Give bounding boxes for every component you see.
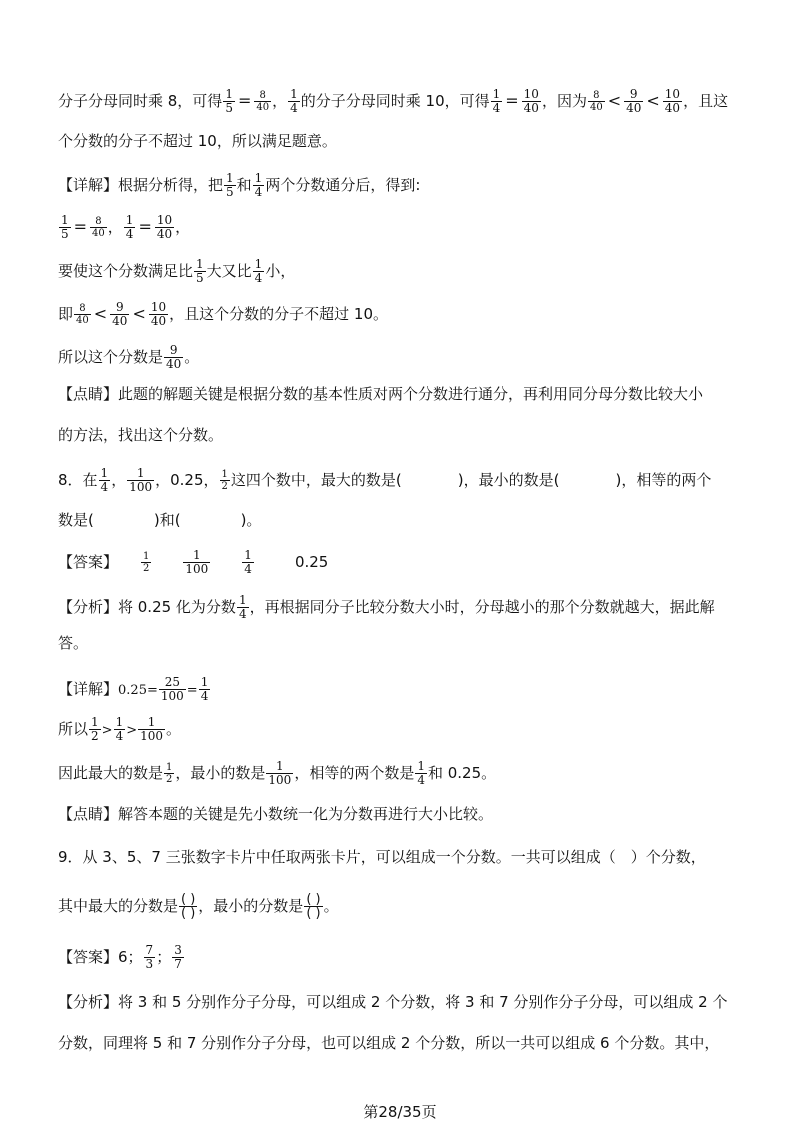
answer-blank-fraction[interactable]: $\frac{( )}{( )}$ xyxy=(306,892,321,921)
text-line: $\frac{1}{5}$ = $\frac{8}{40}$ ， $\frac{1}{4}$ = $\frac{10}{40}$ ， xyxy=(61,213,191,241)
fraction: $\frac{1}{4}$ xyxy=(100,466,109,494)
question-8: 8．在 $\frac{1}{4}$ ， $\frac{1}{100}$ ，0.25， $\frac{1}{2}$ 这四个数中，最大的数是( )，最小的数是( )，相等的两个 xyxy=(58,466,712,494)
answer-line: 【答案】6； $\frac{7}{3}$ ； $\frac{3}{7}$ xyxy=(58,943,182,971)
fraction: $\frac{1}{4}$ xyxy=(115,715,124,743)
fraction: $\frac{10}{40}$ xyxy=(156,213,173,241)
fraction: $\frac{8}{40}$ xyxy=(92,216,105,239)
text-line: 【分析】将 0.25 化为分数 $\frac{1}{4}$ ，再根据同分子比较分数大小时，分母越小的那个分数就越大，据此解 xyxy=(58,593,715,621)
text-line: 个分数的分子不超过 10，所以满足题意。 xyxy=(58,132,337,150)
fraction: $\frac{1}{2}$ xyxy=(166,762,173,785)
text-line: 所以这个分数是 $\frac{9}{40}$ 。 xyxy=(58,343,200,371)
text-line: 因此最大的数是 $\frac{1}{2}$ ，最小的数是 $\frac{1}{100}$ ，相等的两个数是 $\frac{1}{4}$ 和 0.25。 xyxy=(58,759,497,787)
fraction: $\frac{1}{2}$ xyxy=(221,469,228,492)
fraction: $\frac{10}{40}$ xyxy=(523,87,539,115)
text-line: 【点睛】此题的解题关键是根据分数的基本性质对两个分数进行通分，再利用同分母分数比较大小 xyxy=(58,385,704,403)
text-line: 【详解】0.25= $\frac{25}{100}$ = $\frac{1}{4}$ xyxy=(58,675,209,703)
fraction: $\frac{1}{5}$ xyxy=(196,257,204,285)
fraction: $\frac{1}{4}$ xyxy=(290,87,298,115)
text-line: 分数，同理将 5 和 7 分别作分子分母，也可以组成 2 个分数，所以一共可以组成 6 个分数。其中， xyxy=(58,1034,720,1052)
fraction: $\frac{1}{4}$ xyxy=(254,171,263,199)
text-line: 【详解】根据分析得，把 $\frac{1}{5}$ 和 $\frac{1}{4}$ 两个分数通分后，得到: xyxy=(58,171,421,199)
fraction: $\frac{3}{7}$ xyxy=(174,943,182,971)
text-line: 分子分母同时乘 8，可得 $\frac{1}{5}$ = $\frac{8}{40}$ ， $\frac{1}{4}$ 的分子分母同时乘 10，可得 $\frac{1}{4}$ = $\frac{10}{40}$ ，因为 $\frac{8}{40}$ < $\frac{9}{40}$ < $\frac{10}{40}$ ，且这 xyxy=(58,87,729,115)
fraction: $\frac{1}{4}$ xyxy=(244,548,252,576)
fraction: $\frac{9}{40}$ xyxy=(166,343,182,371)
text-line: 的方法，找出这个分数。 xyxy=(58,426,224,444)
text: 分子分母同时乘 8，可得 xyxy=(58,92,223,110)
fraction: $\frac{9}{40}$ xyxy=(112,300,128,328)
fraction: $\frac{8}{40}$ xyxy=(256,90,270,113)
text-line: 其中最大的分数是 $\frac{( )}{( )}$ ，最小的分数是 $\frac{( )}{( )}$ 。 xyxy=(58,892,339,921)
fraction: $\frac{1}{5}$ xyxy=(61,213,69,241)
fraction: $\frac{1}{5}$ xyxy=(225,87,233,115)
fraction: $\frac{1}{100}$ xyxy=(268,759,292,787)
fraction: $\frac{1}{100}$ xyxy=(140,715,164,743)
fraction: $\frac{8}{40}$ xyxy=(589,90,603,113)
fraction: $\frac{1}{2}$ xyxy=(91,715,99,743)
fraction: $\frac{25}{100}$ xyxy=(160,675,184,703)
text-line: 要使这个分数满足比 $\frac{1}{5}$ 大又比 $\frac{1}{4}$ 小， xyxy=(58,257,296,285)
text-line: 答。 xyxy=(58,634,89,652)
fraction: $\frac{1}{100}$ xyxy=(129,466,153,494)
text-line: 【点睛】解答本题的关键是先小数统一化为分数再进行大小比较。 xyxy=(58,805,494,823)
fraction: $\frac{8}{40}$ xyxy=(76,303,89,326)
fraction: $\frac{1}{4}$ xyxy=(125,213,134,241)
fraction: $\frac{1}{4}$ xyxy=(254,257,263,285)
fraction: $\frac{10}{40}$ xyxy=(150,300,167,328)
question-9: 9．从 3、5、7 三张数字卡片中任取两张卡片，可以组成一个分数。一共可以组成（ ）个分数， xyxy=(58,848,706,866)
text-line: 即 $\frac{8}{40}$ < $\frac{9}{40}$ < $\frac{10}{40}$ ，且这个分数的分子不超过 10。 xyxy=(58,300,388,328)
fraction: $\frac{1}{4}$ xyxy=(238,593,247,621)
fraction: $\frac{10}{40}$ xyxy=(664,87,681,115)
text-line: 数是( )和( )。 xyxy=(58,511,262,529)
fraction: $\frac{7}{3}$ xyxy=(145,943,154,971)
fraction: $\frac{1}{4}$ xyxy=(417,759,425,787)
fraction: $\frac{9}{40}$ xyxy=(626,87,642,115)
fraction: $\frac{1}{4}$ xyxy=(200,675,209,703)
text-line: 所以 $\frac{1}{2}$ > $\frac{1}{4}$ > $\frac{1}{100}$ 。 xyxy=(58,715,182,743)
answer-line: 【答案】 $\frac{1}{2}$ $\frac{1}{100}$ $\frac{1}{4}$ 0.25 xyxy=(58,548,329,576)
fraction: $\frac{1}{4}$ xyxy=(492,87,501,115)
fraction: $\frac{1}{5}$ xyxy=(226,171,234,199)
fraction: $\frac{1}{2}$ xyxy=(143,551,150,574)
text-line: 【分析】将 3 和 5 分别作分子分母，可以组成 2 个分数，将 3 和 7 分别作分子分母，可以组成 2 个 xyxy=(58,993,728,1011)
page-number: 第28/35页 xyxy=(363,1103,437,1121)
fraction: $\frac{1}{100}$ xyxy=(185,548,209,576)
answer-blank-fraction[interactable]: $\frac{( )}{( )}$ xyxy=(181,892,196,921)
